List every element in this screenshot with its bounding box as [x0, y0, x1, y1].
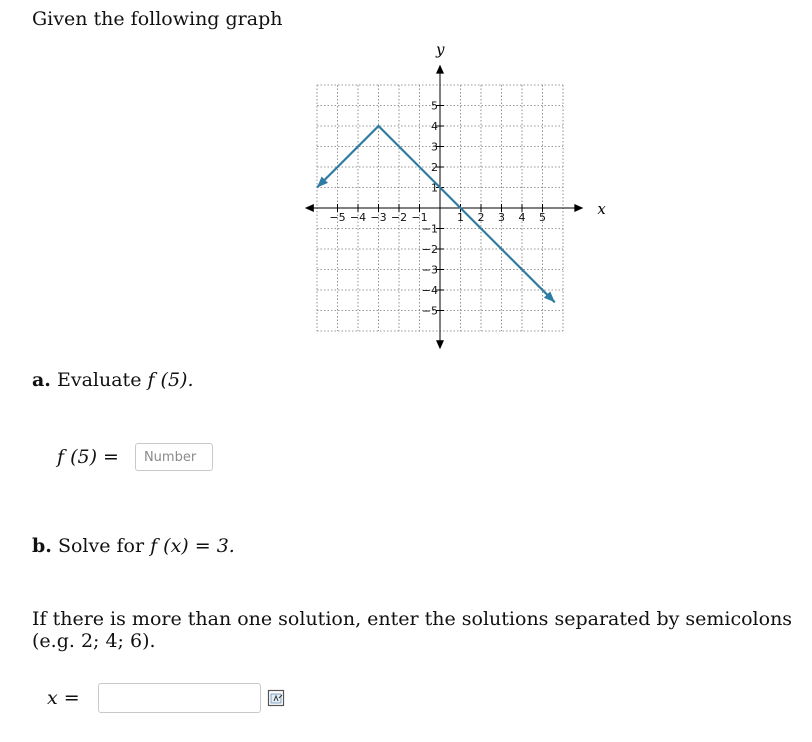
question-a-text: Evaluate: [56, 369, 142, 391]
y-axis-label: y: [436, 40, 445, 59]
y-tick-label: 3: [431, 140, 438, 154]
x-tick-label: 1: [457, 211, 464, 224]
x-axis-arrow-right: [574, 204, 583, 212]
x-tick-label: −1: [411, 211, 428, 224]
question-b-expr: f (x) = 3.: [150, 535, 235, 557]
x-tick-label: 3: [498, 211, 505, 224]
instructions-text: If there is more than one solution, enter the solutions separated by semicolons (e.g. 2; 4; 6).: [32, 608, 793, 652]
function-graph: [300, 40, 620, 355]
answer-b-label: x =: [47, 687, 80, 709]
f5-number-input[interactable]: [135, 443, 213, 471]
question-b: [32, 535, 235, 557]
x-tick-label: 5: [539, 211, 546, 224]
x-tick-label: 4: [518, 211, 526, 224]
y-tick-label: 5: [431, 99, 438, 113]
question-a-label: a.: [32, 369, 51, 391]
y-tick-label: −1: [421, 222, 438, 236]
question-b-label: b.: [32, 535, 52, 557]
axes: [305, 65, 583, 350]
answer-a-label: f (5) =: [57, 446, 119, 468]
y-tick-label: 1: [431, 181, 438, 195]
y-tick-label: 2: [431, 161, 438, 174]
intro-text: Given the following graph: [32, 8, 283, 30]
x-tick-label: −2: [390, 211, 408, 224]
x-solutions-input[interactable]: [98, 683, 261, 713]
y-tick-label: −4: [421, 284, 438, 297]
x-axis-label: x: [597, 200, 606, 218]
x-tick-label: 2: [477, 211, 485, 224]
y-axis-arrow-up: [436, 65, 444, 74]
y-axis-arrow-down: [436, 340, 444, 349]
answer-a-row: [57, 443, 213, 471]
x-axis-arrow-left: [305, 204, 314, 212]
question-a: [32, 369, 194, 391]
x-tick-label: −4: [349, 211, 367, 224]
y-tick-label: −3: [421, 263, 438, 277]
x-tick-label: −5: [329, 211, 346, 224]
answer-b-row: [47, 683, 285, 713]
question-a-expr: f (5).: [147, 369, 194, 391]
y-tick-label: 4: [431, 120, 438, 133]
y-tick-label: −2: [421, 243, 438, 256]
x-tick-label: −3: [370, 211, 387, 224]
equation-editor-icon[interactable]: [267, 689, 285, 707]
question-b-text: Solve for: [57, 535, 145, 557]
y-tick-label: −5: [421, 304, 438, 318]
